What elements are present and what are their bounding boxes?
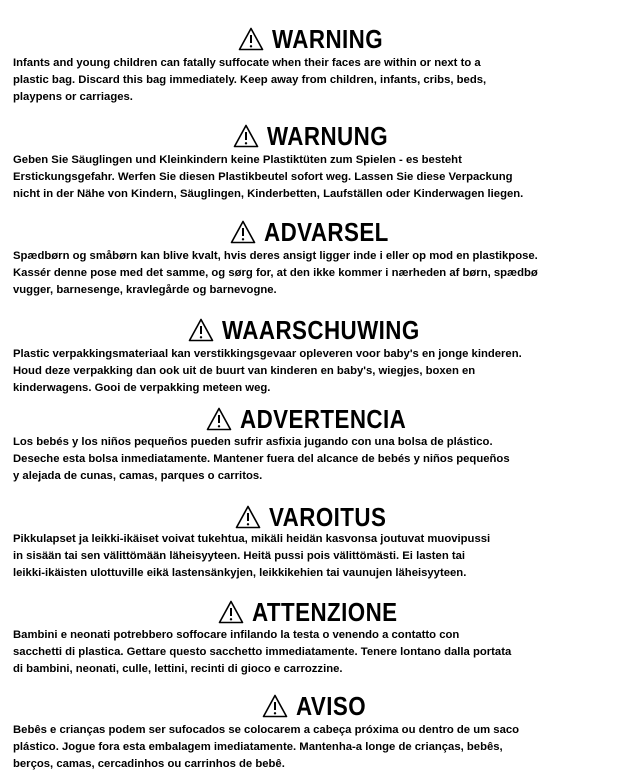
body-line: Bambini e neonati potrebbero soffocare infilando la testa o venendo a contatto con xyxy=(13,629,460,641)
section-body-attenzione xyxy=(13,627,640,678)
section-body-warning xyxy=(13,55,640,106)
body-line: Kassér denne pose med det samme, og sørg for, at den ikke kommer i nærheden af børn, spædbø xyxy=(13,267,538,279)
body-line: Plastic verpakkingsmateriaal kan verstikkingsgevaar opleveren voor baby's en jonge kinderen. xyxy=(13,348,522,360)
body-line: Erstickungsgefahr. Werfen Sie diesen Plastikbeutel sofort weg. Lassen Sie diese Verpackung xyxy=(13,171,513,183)
section-heading-aviso xyxy=(0,689,640,723)
body-line: Deseche esta bolsa inmediatamente. Mantener fuera del alcance de bebés y niños pequeños xyxy=(13,453,510,465)
warning-triangle-icon xyxy=(238,27,264,51)
section-title: ADVARSEL xyxy=(264,216,390,247)
body-line: Bebês e crianças podem ser sufocados se colocarem a cabeça próxima ou dentro de um saco xyxy=(13,724,520,736)
section-heading-warning xyxy=(0,22,640,56)
section-heading-waarschuwing xyxy=(0,313,640,347)
body-line: Houd deze verpakking dan ook uit de buurt van kinderen en baby's, wiegjes, boxen en xyxy=(13,365,476,377)
body-line: Infants and young children can fatally suffocate when their faces are within or next to a xyxy=(13,57,481,69)
section-title: AVISO xyxy=(296,690,367,721)
warning-triangle-icon xyxy=(206,407,232,431)
warning-triangle-icon xyxy=(262,694,288,718)
section-body-waarschuwing xyxy=(13,346,640,397)
body-line: playpens or carriages. xyxy=(13,91,133,103)
section-title: WAARSCHUWING xyxy=(222,314,420,345)
body-line: berços, camas, cercadinhos ou carrinhos de bebê. xyxy=(13,758,285,770)
body-line: di bambini, neonati, culle, lettini, recinti di gioco e carrozzine. xyxy=(13,663,343,675)
body-line: in sisään tai sen välittömään läheisyyteen. Heitä pussi pois välittömästi. Ei lasten tai xyxy=(13,550,466,562)
body-line: y alejada de cunas, camas, parques o carritos. xyxy=(13,470,263,482)
warning-triangle-icon xyxy=(233,124,259,148)
warning-triangle-icon xyxy=(218,600,244,624)
section-title: WARNUNG xyxy=(266,120,388,151)
section-heading-varoitus xyxy=(0,500,640,534)
warning-triangle-icon xyxy=(188,318,214,342)
body-line: Pikkulapset ja leikki-ikäiset voivat tukehtua, mikäli heidän kasvonsa joutuvat muovipussi xyxy=(13,533,491,545)
body-line: leikki-ikäisten ulottuville eikä lastensänkyjen, leikkikehien tai vaunujen läheisyyteen. xyxy=(13,567,467,579)
body-line: Geben Sie Säuglingen und Kleinkindern keine Plastiktüten zum Spielen - es besteht xyxy=(13,154,462,166)
section-body-advertencia xyxy=(13,434,640,485)
section-heading-advarsel xyxy=(0,215,640,249)
body-line: vugger, barnesenge, kravlegårde og barnevogne. xyxy=(13,284,277,296)
body-line: Los bebés y los niños pequeños pueden sufrir asfixia jugando con una bolsa de plástico. xyxy=(13,436,493,448)
section-body-varoitus xyxy=(13,531,640,582)
warning-triangle-icon xyxy=(230,220,256,244)
section-body-advarsel xyxy=(13,248,640,299)
section-body-warnung xyxy=(13,152,640,203)
section-heading-advertencia xyxy=(0,402,640,436)
section-heading-warnung xyxy=(0,119,640,153)
body-line: kinderwagens. Gooi de verpakking meteen weg. xyxy=(13,382,271,394)
body-line: Spædbørn og småbørn kan blive kvalt, hvis deres ansigt ligger inde i eller op mod en plastikpose. xyxy=(13,250,538,262)
section-title: ATTENZIONE xyxy=(252,596,398,627)
body-line: plástico. Jogue fora esta embalagem imediatamente. Mantenha-a longe de crianças, bebês, xyxy=(13,741,503,753)
section-title: VAROITUS xyxy=(268,501,387,532)
body-line: nicht in der Nähe von Kindern, Säuglingen, Kinderbetten, Laufställen oder Kinderwagen liegen. xyxy=(13,188,524,200)
section-heading-attenzione xyxy=(0,595,640,629)
section-body-aviso xyxy=(13,722,640,773)
body-line: plastic bag. Discard this bag immediately. Keep away from children, infants, cribs, beds, xyxy=(13,74,487,86)
section-title: WARNING xyxy=(272,23,384,54)
body-line: sacchetti di plastica. Gettare questo sacchetto immediatamente. Tenere lontano dalla portata xyxy=(13,646,512,658)
warning-triangle-icon xyxy=(235,505,261,529)
section-title: ADVERTENCIA xyxy=(240,403,407,434)
